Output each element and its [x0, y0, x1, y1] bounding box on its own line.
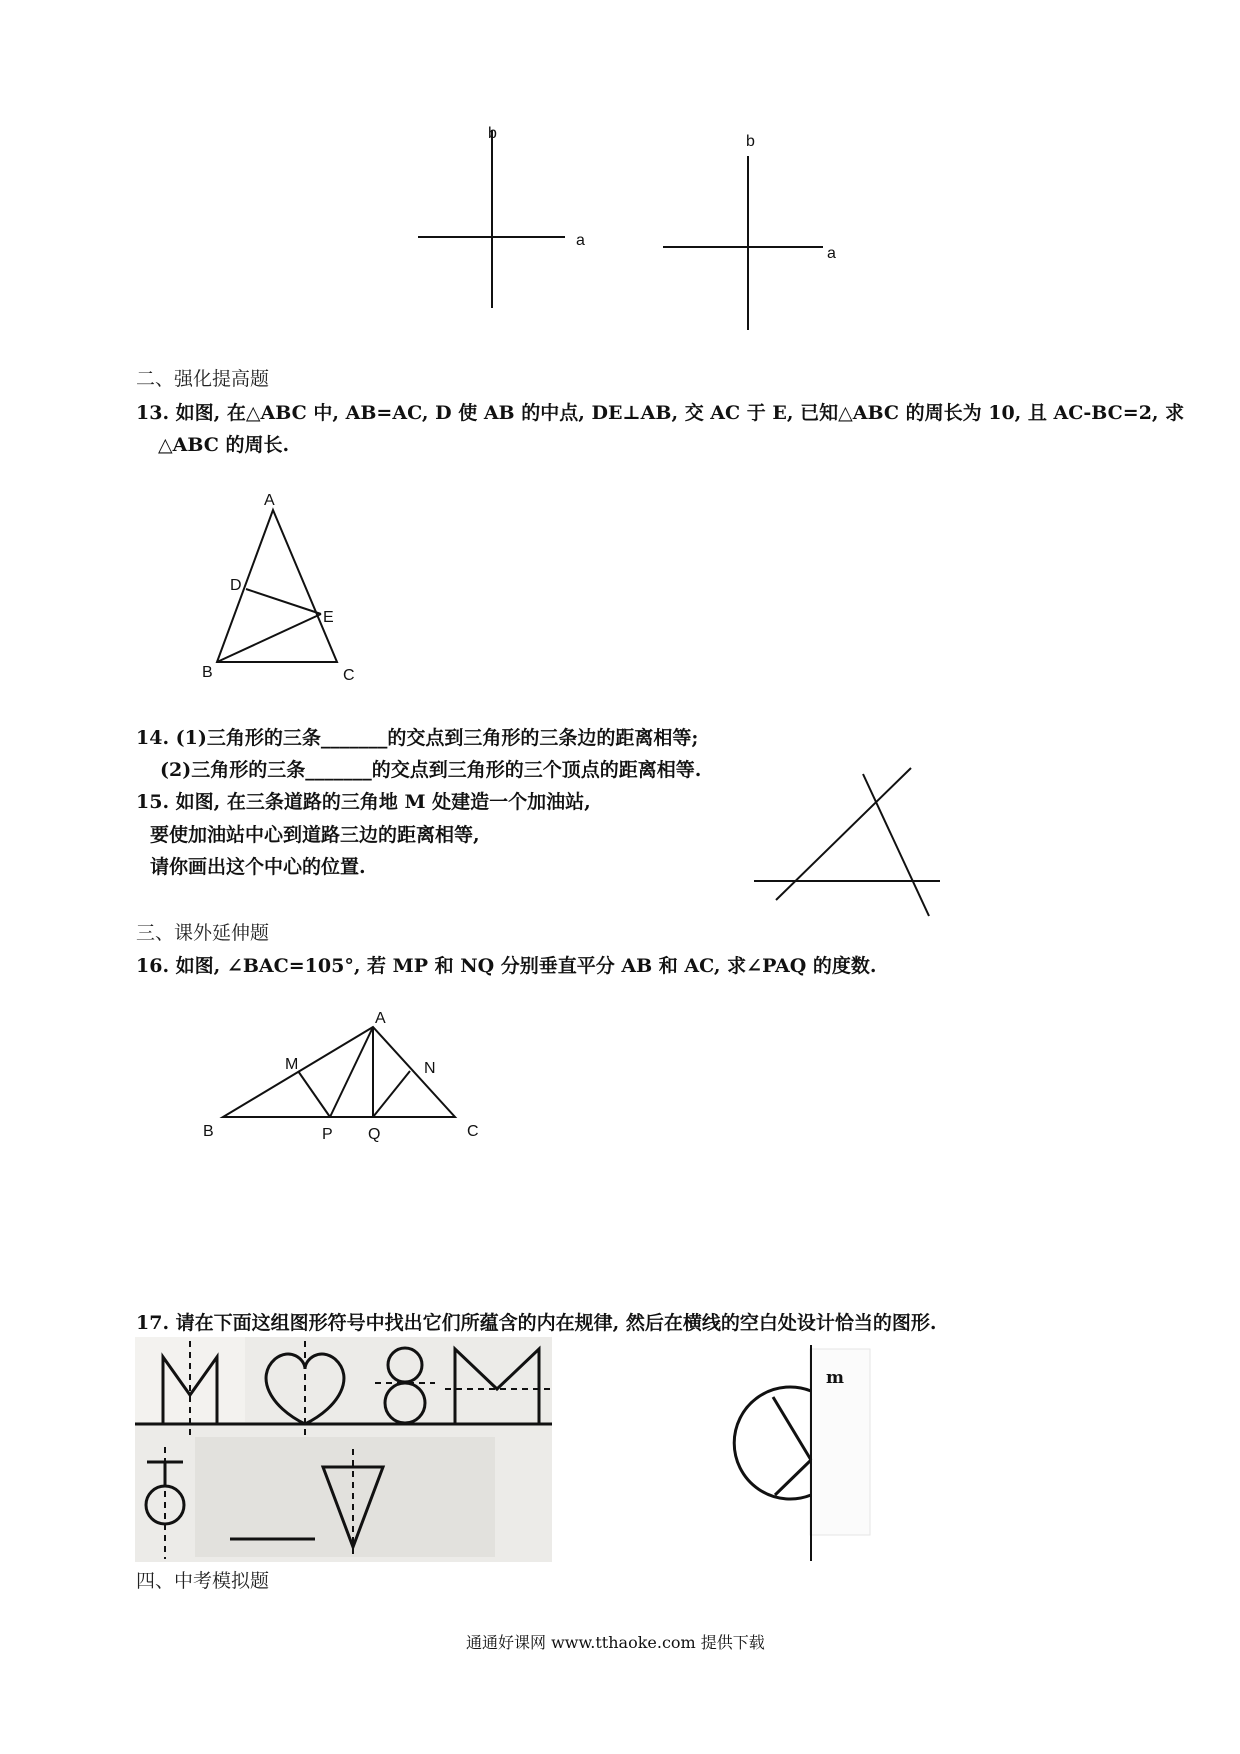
- vertex-d: D: [230, 577, 242, 594]
- section-3-heading: 三、课外延伸题: [136, 922, 270, 944]
- axis-symmetry-figure: [730, 1345, 880, 1565]
- question-13-line-2: △ABC 的周长.: [158, 434, 290, 456]
- axes-figure-1: [410, 120, 610, 320]
- label-a: a: [827, 245, 836, 262]
- label-a: a: [576, 232, 585, 249]
- vertex-q: Q: [368, 1126, 381, 1143]
- section-2-heading: 二、强化提高题: [136, 368, 270, 390]
- question-14-line-2: (2)三角形的三条_______的交点到三角形的三个顶点的距离相等.: [160, 759, 702, 781]
- question-17-line-1: 17. 请在下面这组图形符号中找出它们所蕴含的内在规律, 然后在横线的空白处设计恰当的图形.: [136, 1312, 937, 1334]
- label-b: b: [488, 125, 497, 142]
- vertex-b: B: [202, 664, 213, 681]
- vertex-n: N: [424, 1060, 436, 1077]
- question-13-line-1: 13. 如图, 在△ABC 中, AB=AC, D 使 AB 的中点, DE⊥AB, 交 AC 于 E, 已知△ABC 的周长为 10, 且 AC-BC=2, 求: [136, 402, 1185, 424]
- vertex-c: C: [467, 1123, 479, 1140]
- vertex-m: M: [285, 1056, 299, 1073]
- page-footer: 通通好课网 www.tthaoke.com 提供下载: [466, 1633, 765, 1652]
- axis-label-m: m: [826, 1368, 844, 1388]
- symbol-pattern-figure: [135, 1337, 552, 1562]
- triangle-figure-16: [195, 1005, 495, 1155]
- question-15-line-3: 请你画出这个中心的位置.: [150, 856, 366, 878]
- question-15-line-1: 15. 如图, 在三条道路的三角地 M 处建造一个加油站,: [136, 791, 591, 813]
- vertex-a: A: [375, 1010, 386, 1027]
- triangle-figure-13: [190, 490, 370, 690]
- vertex-e: E: [323, 609, 334, 626]
- vertex-b: B: [203, 1123, 214, 1140]
- question-15-line-2: 要使加油站中心到道路三边的距离相等,: [150, 824, 480, 846]
- label-b: b: [746, 133, 755, 150]
- section-4-heading: 四、中考模拟题: [136, 1570, 270, 1592]
- question-16-line-1: 16. 如图, ∠BAC=105°, 若 MP 和 NQ 分别垂直平分 AB 和 AC, 求∠PAQ 的度数.: [136, 955, 877, 977]
- vertex-p: P: [322, 1126, 333, 1143]
- roads-figure-15: [750, 760, 950, 925]
- vertex-c: C: [343, 667, 355, 684]
- axes-figure-2: [655, 130, 855, 330]
- question-14-line-1: 14. (1)三角形的三条_______的交点到三角形的三条边的距离相等;: [136, 727, 699, 749]
- vertex-a: A: [264, 492, 275, 509]
